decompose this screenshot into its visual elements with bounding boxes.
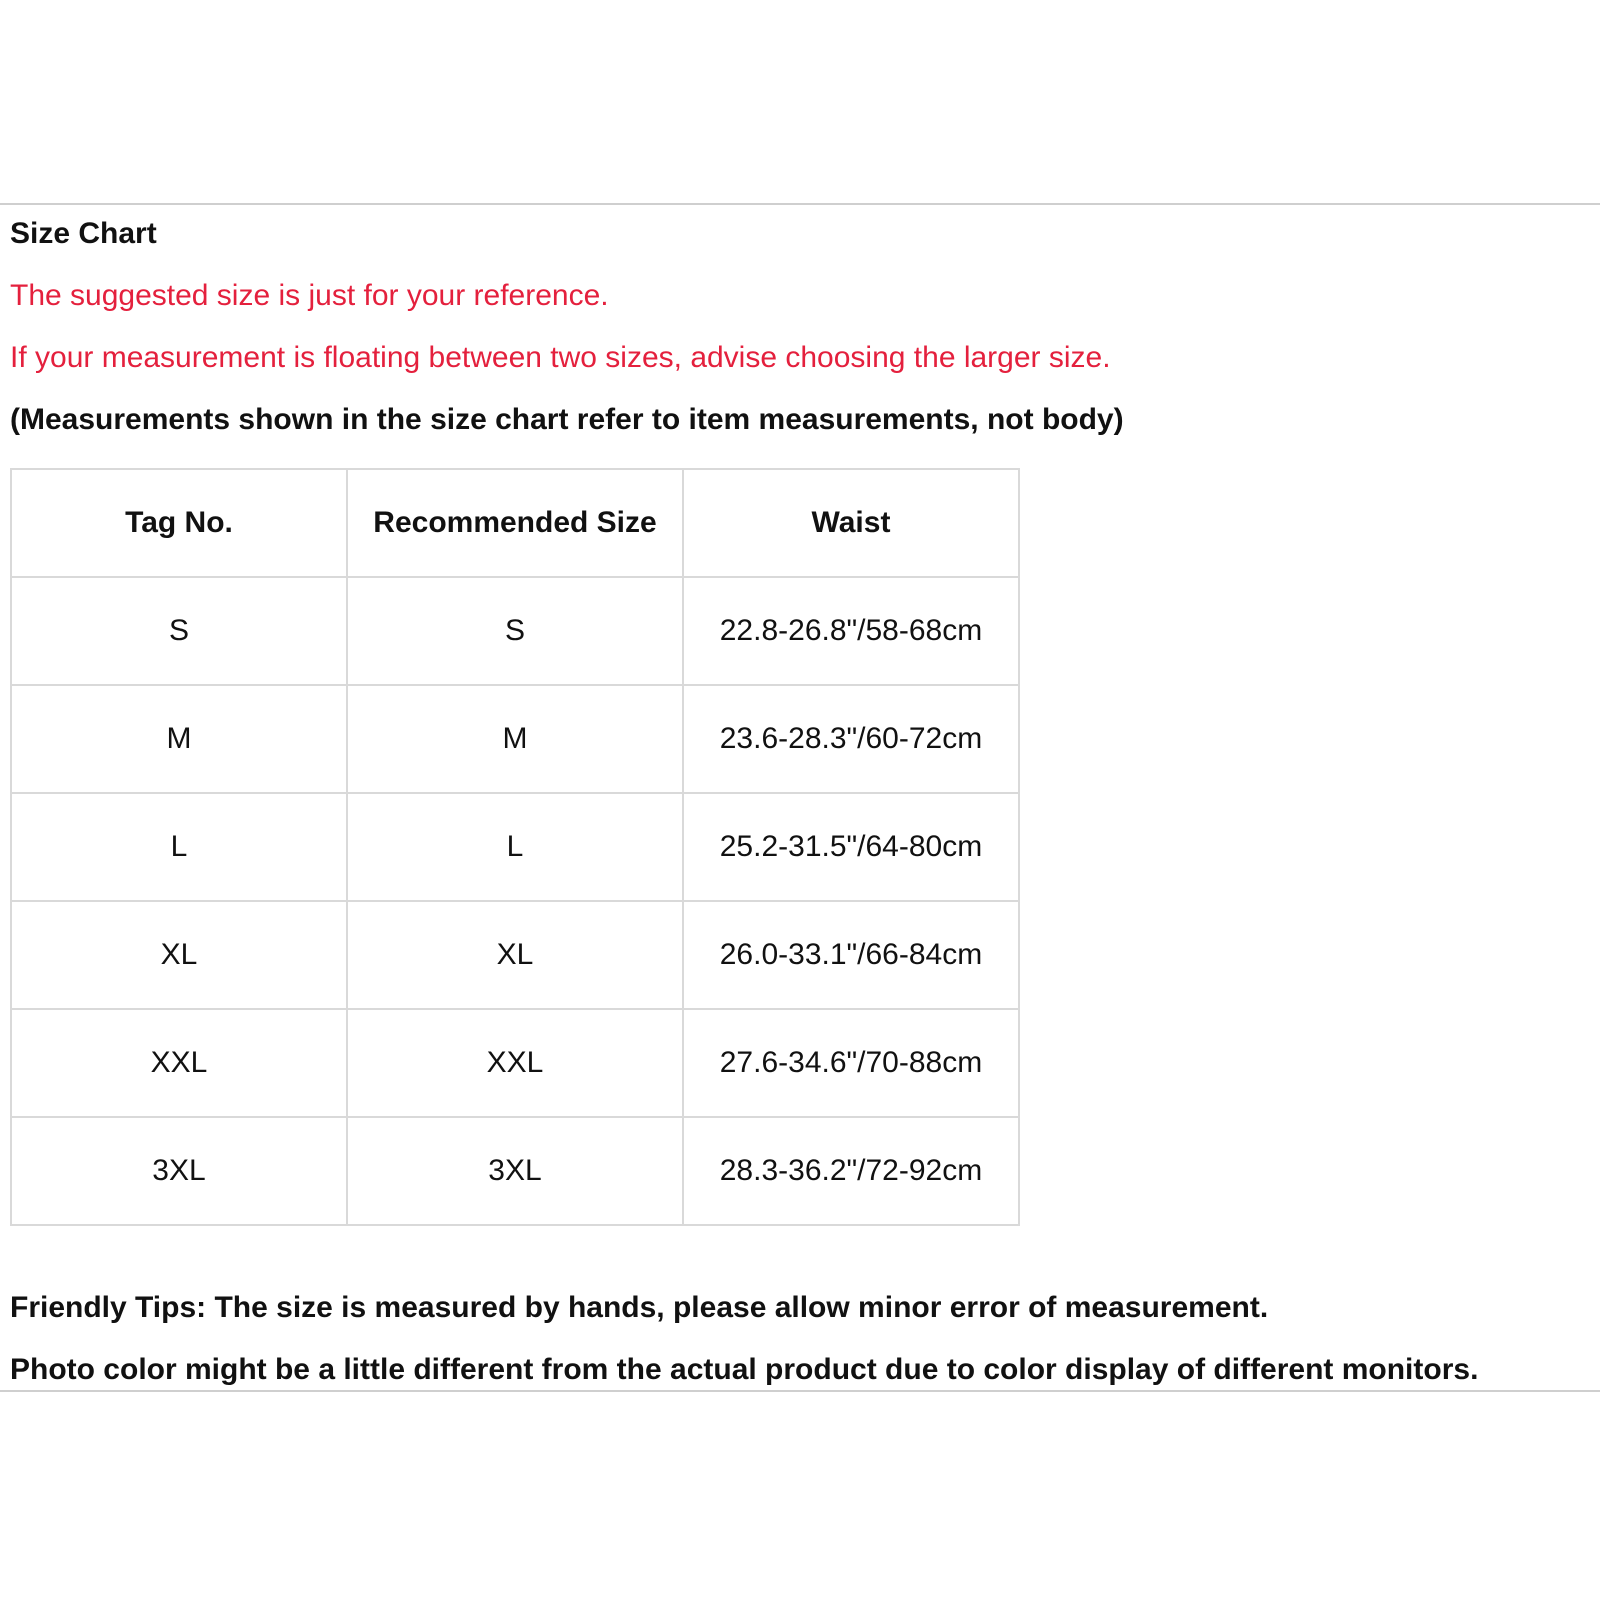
size-table	[10, 468, 1020, 1226]
sizing-advice-note: If your measurement is floating between two sizes, advise choosing the larger size.	[10, 341, 1111, 374]
tip-measurement-error: Friendly Tips: The size is measured by hands, please allow minor error of measurement.	[10, 1291, 1269, 1324]
header-tag-no: Tag No.	[11, 469, 347, 577]
table-row	[11, 793, 1019, 901]
header-waist: Waist	[683, 469, 1019, 577]
cell-waist: 25.2-31.5"/64-80cm	[683, 793, 1019, 901]
cell-recommended-size: L	[347, 793, 683, 901]
cell-recommended-size: S	[347, 577, 683, 685]
table-row	[11, 685, 1019, 793]
cell-recommended-size: M	[347, 685, 683, 793]
table-row	[11, 577, 1019, 685]
cell-waist: 28.3-36.2"/72-92cm	[683, 1117, 1019, 1225]
cell-tag-no: XL	[11, 901, 347, 1009]
cell-tag-no: M	[11, 685, 347, 793]
measurement-disclaimer: (Measurements shown in the size chart refer to item measurements, not body)	[10, 403, 1124, 436]
cell-tag-no: S	[11, 577, 347, 685]
table-header-row	[11, 469, 1019, 577]
bottom-divider	[0, 1390, 1600, 1392]
header-recommended-size: Recommended Size	[347, 469, 683, 577]
cell-tag-no: L	[11, 793, 347, 901]
friendly-tips	[10, 1288, 1600, 1412]
cell-tag-no: XXL	[11, 1009, 347, 1117]
size-chart-header	[10, 214, 1595, 440]
cell-waist: 26.0-33.1"/66-84cm	[683, 901, 1019, 1009]
cell-tag-no: 3XL	[11, 1117, 347, 1225]
top-divider	[0, 203, 1600, 205]
size-chart-title: Size Chart	[10, 217, 157, 250]
cell-recommended-size: XXL	[347, 1009, 683, 1117]
cell-recommended-size: XL	[347, 901, 683, 1009]
cell-recommended-size: 3XL	[347, 1117, 683, 1225]
tip-photo-color: Photo color might be a little different from the actual product due to color display of different monitors.	[10, 1353, 1479, 1386]
table-row	[11, 1117, 1019, 1225]
cell-waist: 23.6-28.3"/60-72cm	[683, 685, 1019, 793]
reference-note: The suggested size is just for your reference.	[10, 279, 609, 312]
table-row	[11, 901, 1019, 1009]
cell-waist: 27.6-34.6"/70-88cm	[683, 1009, 1019, 1117]
table-row	[11, 1009, 1019, 1117]
cell-waist: 22.8-26.8"/58-68cm	[683, 577, 1019, 685]
